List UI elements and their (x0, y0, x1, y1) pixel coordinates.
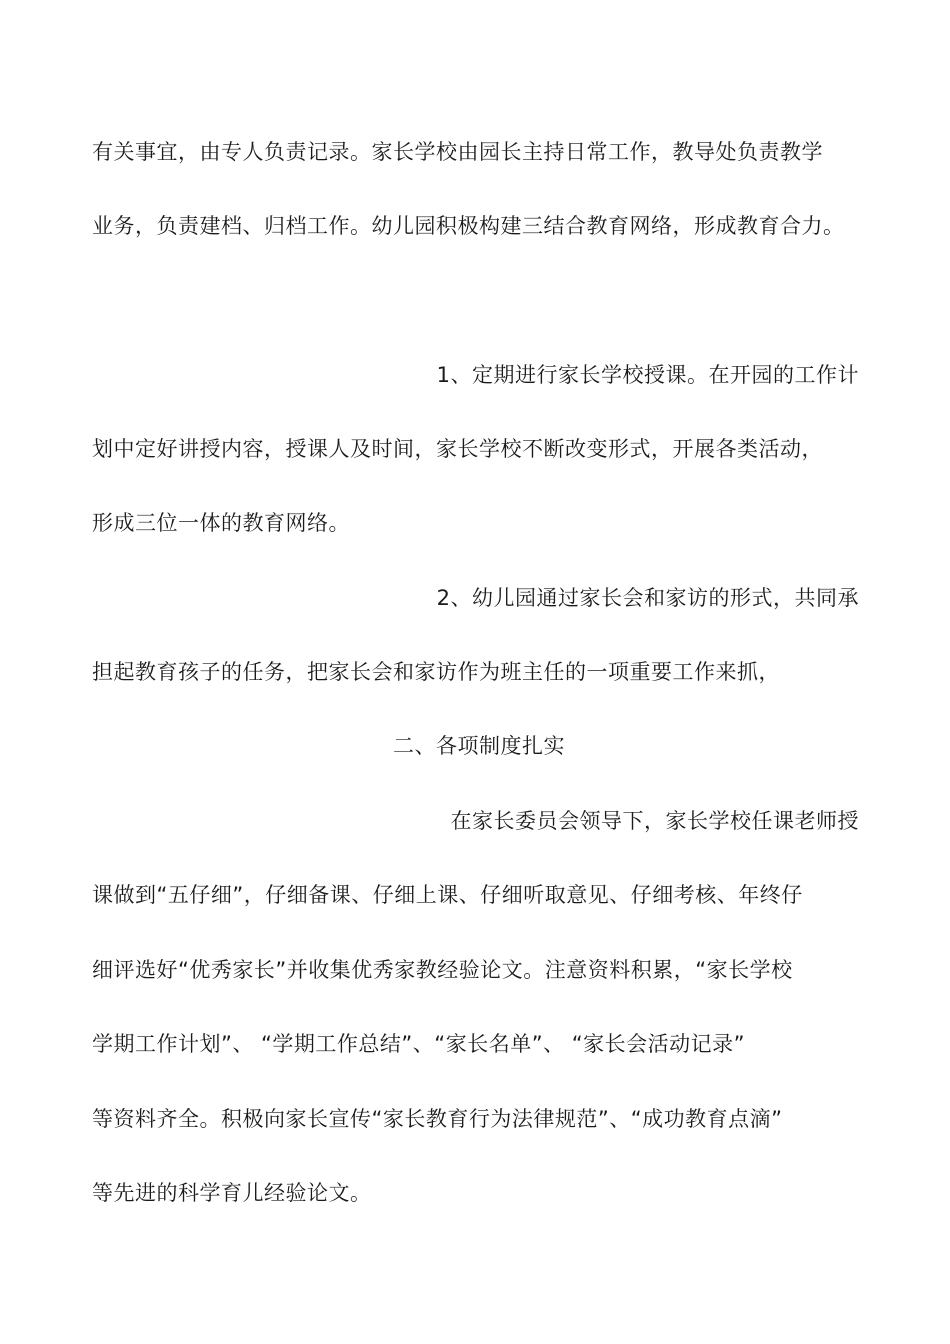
paragraph-line: 业务，负责建档、归档工作。幼儿园积极构建三结合教育网络，形成教育合力。 (92, 214, 845, 238)
paragraph-line: 课做到“五仔细”，仔细备课、仔细上课、仔细听取意见、仔细考核、年终仔 (92, 883, 803, 907)
list-item-1-line: 1、定期进行家长学校授课。在开园的工作计 (436, 363, 859, 387)
paragraph-line: 等资料齐全。积极向家长宣传“家长教育行为法律规范”、“成功教育点滴” (92, 1107, 783, 1131)
paragraph-line: 学期工作计划”、 “学期工作总结”、“家长名单”、 “家长会活动记录” (92, 1032, 746, 1056)
list-item-2-line: 2、幼儿园通过家长会和家访的形式，共同承 (436, 586, 859, 610)
paragraph-line: 在家长委员会领导下，家长学校任课老师授 (450, 809, 859, 833)
paragraph-line: 有关事宜，由专人负责记录。家长学校由园长主持日常工作，教导处负责教学 (92, 140, 823, 164)
paragraph-line: 划中定好讲授内容，授课人及时间，家长学校不断改变形式，开展各类活动， (92, 437, 823, 461)
paragraph-line: 担起教育孩子的任务，把家长会和家访作为班主任的一项重要工作来抓， (92, 660, 780, 684)
paragraph-line: 形成三位一体的教育网络。 (92, 511, 350, 535)
section-heading: 二、各项制度扎实 (393, 734, 565, 758)
paragraph-line: 细评选好“优秀家长”并收集优秀家教经验论文。注意资料积累，“家长学校 (92, 958, 793, 982)
paragraph-line: 等先进的科学育儿经验论文。 (92, 1181, 372, 1205)
